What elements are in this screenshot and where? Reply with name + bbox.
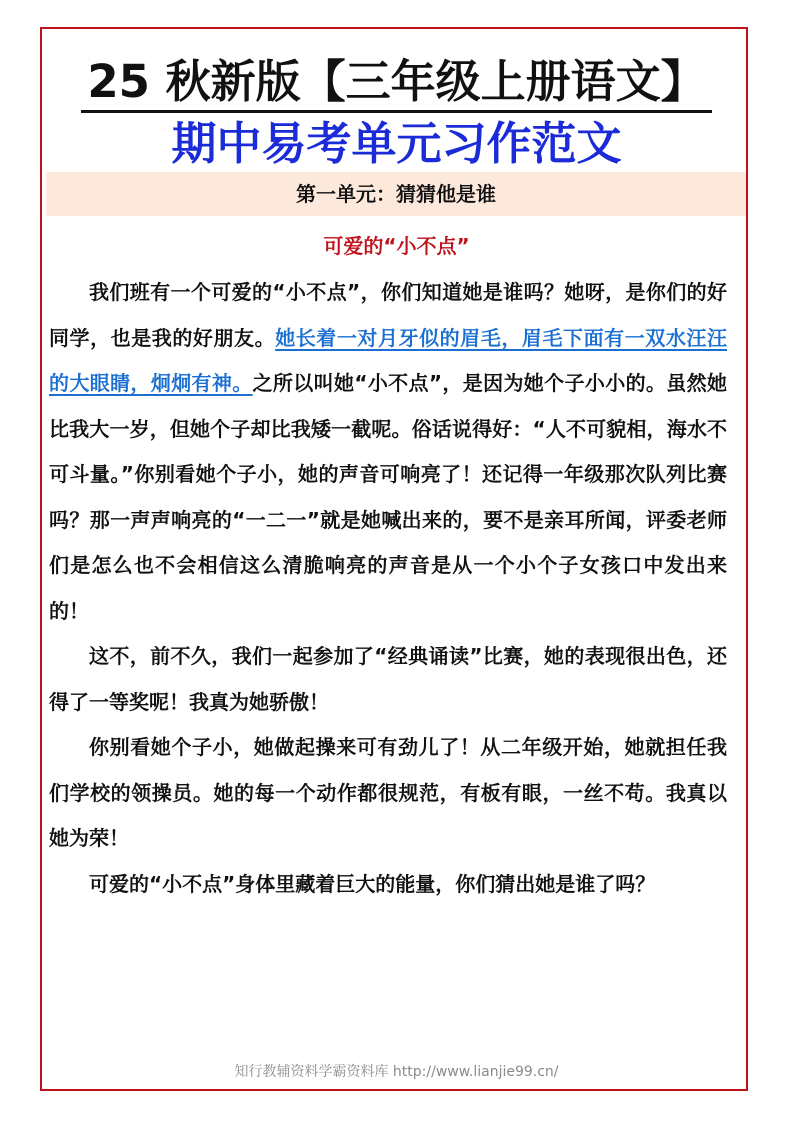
essay-title: 可爱的“小不点” (323, 234, 470, 258)
unit-banner (46, 172, 746, 216)
essay-paragraph-2: 这不，前不久，我们一起参加了“经典诵读”比赛，她的表现很出色，还得了一等奖呢！我真为她骄傲！ (49, 644, 727, 714)
essay-paragraph-1-rest: 之所以叫她“小不点”，是因为她个子小小的。虽然她比我大一岁，但她个子却比我矮一截呢。俗话说得好：“人不可貌相，海水不可斗量。”你别看她个子小，她的声音可响亮了！还记得一年级那次队列比赛吗？那一声声响亮的“一二一”就是她喊出来的，要不是亲耳所闻，评委老师们是怎么也不会相信这么清脆响亮的声音是从一个小个子女孩口中发出来的！ (49, 371, 727, 623)
essay-body (49, 270, 727, 907)
essay-paragraph-1 (49, 270, 727, 634)
essay-paragraph-1-intro: 我们班有一个可爱的“小不点”，你们知道她是谁吗？她呀，是你们的好同学，也是我的好朋友。 (49, 280, 727, 350)
footer-watermark: 知行教辅资料学霸资料库 http://www.lianjie99.cn/ (234, 1064, 559, 1080)
essay-paragraph-4: 可爱的“小不点”身体里藏着巨大的能量，你们猜出她是谁了吗？ (89, 871, 656, 896)
page-title (0, 52, 793, 113)
essay-paragraph-3: 你别看她个子小，她做起操来可有劲儿了！从二年级开始，她就担任我们学校的领操员。她的每一个动作都很规范，有板有眼，一丝不苟。我真以她为荣！ (49, 735, 727, 850)
unit-label: 第一单元：猜猜他是谁 (296, 182, 496, 206)
page-title-text: 25 秋新版【三年级上册语文】 (81, 54, 711, 113)
essay-highlight-sentence: 她长着一对月牙似的眉毛，眉毛下面有一双水汪汪的大眼睛，炯炯有神。 (49, 325, 727, 395)
page-subtitle: 期中易考单元习作范文 (171, 117, 622, 170)
